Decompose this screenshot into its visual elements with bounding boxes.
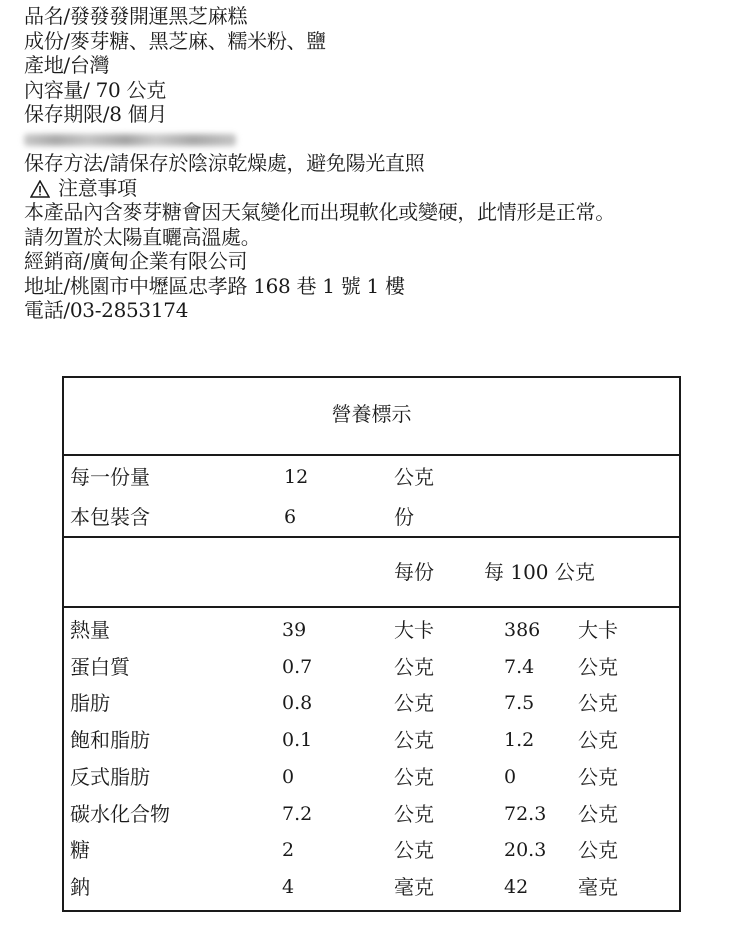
nutrient-unit-per-serving: 公克: [394, 764, 434, 789]
nutrient-unit-per-100g: 公克: [578, 654, 618, 679]
nutrient-per-serving: 0.7: [282, 655, 313, 678]
serving-size-label: 每一份量: [70, 465, 150, 489]
notice-line-2: 請勿置於太陽直曬高溫處。: [24, 224, 261, 249]
nutrient-per-100g: 20.3: [504, 839, 547, 862]
nutrient-unit-per-serving: 公克: [394, 838, 434, 863]
distributor: 經銷商/廣甸企業有限公司: [24, 249, 248, 273]
nutrient-unit-per-100g: 公克: [578, 764, 618, 789]
product-shelf-life: 保存期限/8 個月: [24, 102, 168, 126]
nutrient-label: 蛋白質: [70, 654, 130, 679]
nutrient-label: 鈉: [70, 874, 90, 899]
nutrient-per-serving: 2: [282, 839, 295, 862]
nutrient-per-100g: 0: [504, 765, 517, 788]
nutrient-unit-per-serving: 公克: [394, 728, 434, 753]
nutrient-per-serving: 7.2: [282, 802, 313, 825]
nutrient-unit-per-serving: 公克: [394, 691, 434, 716]
product-origin: 產地/台灣: [24, 53, 110, 77]
nutrient-unit-per-serving: 公克: [394, 654, 434, 679]
servings-per-pack-value: 6: [284, 506, 297, 528]
nutrient-label: 熱量: [70, 618, 110, 642]
nutrient-unit-per-100g: 公克: [578, 691, 618, 716]
product-ingredients: 成份/麥芽糖、黑芝麻、糯米粉、鹽: [24, 28, 326, 53]
nutrient-per-100g: 7.4: [504, 655, 535, 678]
notice-line-1: 本產品內含麥芽糖會因天氣變化而出現軟化或變硬，此情形是正常。: [24, 200, 615, 224]
nutrient-per-serving: 39: [282, 619, 307, 641]
nutrient-unit-per-100g: 公克: [578, 838, 618, 863]
nutrient-label: 反式脂肪: [70, 764, 150, 789]
serving-size-value: 12: [284, 466, 309, 488]
nutrient-unit-per-serving: 大卡: [394, 618, 434, 642]
nutrition-table: [62, 376, 681, 912]
table-divider: [64, 606, 679, 608]
nutrient-per-100g: 1.2: [504, 729, 535, 752]
nutrient-per-100g: 42: [504, 875, 529, 898]
nutrient-unit-per-serving: 公克: [394, 801, 434, 826]
product-info: [24, 4, 748, 323]
table-divider: [64, 454, 679, 456]
nutrient-label: 脂肪: [70, 691, 110, 716]
nutrient-unit-per-100g: 公克: [578, 728, 618, 753]
nutrient-unit-per-100g: 大卡: [578, 618, 618, 642]
notice-title: 注意事項: [58, 175, 137, 200]
nutrient-per-100g: 7.5: [504, 692, 535, 715]
servings-per-pack-unit: 份: [394, 505, 414, 529]
nutrient-per-100g: 386: [504, 619, 541, 641]
nutrient-per-serving: 0.1: [282, 729, 313, 752]
nutrient-per-serving: 0.8: [282, 692, 313, 715]
nutrient-per-serving: 4: [282, 875, 295, 898]
nutrient-label: 碳水化合物: [70, 801, 170, 826]
nutrient-unit-per-100g: 公克: [578, 801, 618, 826]
product-name: 品名/發發發開運黑芝麻糕: [24, 4, 248, 28]
nutrient-unit-per-100g: 毫克: [578, 874, 618, 899]
serving-size-unit: 公克: [394, 465, 434, 489]
product-storage: 保存方法/請保存於陰涼乾燥處，避免陽光直照: [24, 151, 425, 175]
address: 地址/桃園市中壢區忠孝路 168 巷 1 號 1 樓: [24, 273, 405, 298]
phone: 電話/03-2853174: [24, 298, 189, 322]
header-per-100g: 每 100 公克: [484, 560, 595, 584]
blurred-expiry-date: [24, 127, 748, 152]
nutrient-label: 飽和脂肪: [70, 728, 150, 753]
header-per-serving: 每份: [394, 560, 434, 584]
nutrient-per-serving: 0: [282, 765, 295, 788]
servings-per-pack-label: 本包裝含: [70, 505, 150, 529]
notice-heading: [24, 176, 748, 201]
table-divider: [64, 536, 679, 538]
nutrient-per-100g: 72.3: [504, 802, 547, 825]
nutrient-label: 糖: [70, 838, 90, 863]
nutrition-title: 營養標示: [331, 402, 412, 426]
product-content: 內容量/ 70 公克: [24, 77, 166, 102]
nutrient-unit-per-serving: 毫克: [394, 874, 434, 899]
